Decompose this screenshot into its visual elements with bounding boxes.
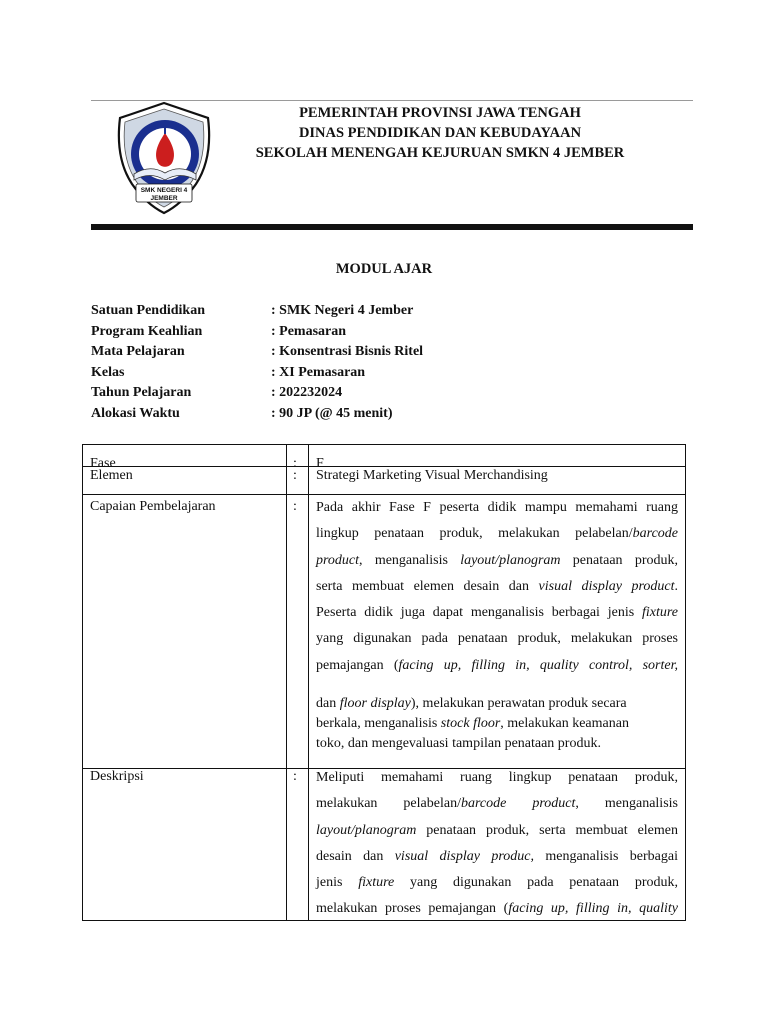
meta-value: : 202232024 xyxy=(271,385,343,401)
school-logo-icon xyxy=(112,100,216,216)
letterhead-line-3: SEKOLAH MENENGAH KEJURUAN SMKN 4 JEMBER xyxy=(255,145,625,161)
letterhead-line-1: PEMERINTAH PROVINSI JAWA TENGAH xyxy=(299,105,581,121)
italic-term: facing up, filling in, quality xyxy=(508,901,678,917)
fase-label: Fase xyxy=(90,456,116,471)
meta-label: Mata Pelajaran xyxy=(91,344,185,360)
italic-term: floor display xyxy=(339,696,411,711)
capaian-colon: : xyxy=(293,499,297,514)
italic-term: facing up, filling in, quality control, sorter, xyxy=(398,657,678,673)
fase-value: F xyxy=(316,456,324,471)
text-line: toko, dan mengevaluasi tampilan penataan produk. xyxy=(316,736,601,751)
meta-value: : XI Pemasaran xyxy=(271,364,366,380)
text-line: Pada akhir Fase F peserta didik mampu memahami ruang xyxy=(316,500,678,515)
text-line: jenis fixture yang digunakan pada penataan produk, xyxy=(316,875,678,891)
text-line: layout/planogram penataan produk, serta membuat elemen xyxy=(316,822,678,838)
meta-value: : 90 JP (@ 45 menit) xyxy=(271,405,393,421)
italic-term: visual display product xyxy=(538,578,675,594)
text-line: serta membuat elemen desain dan visual display product. xyxy=(316,578,678,594)
logo-text-line1: SMK NEGERI 4 xyxy=(140,187,188,194)
meta-label: Tahun Pelajaran xyxy=(91,385,192,401)
capaian-text xyxy=(316,495,678,679)
italic-term: fixture xyxy=(358,875,395,891)
text-line: yang digunakan pada penataan produk, melakukan proses xyxy=(316,631,678,647)
table-border-right xyxy=(685,444,686,921)
meta-value: : SMK Negeri 4 Jember xyxy=(271,303,414,318)
text-line: lingkup penataan produk, melakukan pelabelan/barcode xyxy=(316,526,678,542)
italic-term: barcode xyxy=(632,526,678,542)
letterhead-line-2: DINAS PENDIDIKAN DAN KEBUDAYAAN xyxy=(298,125,582,141)
text-line: dan floor display), melakukan perawatan produk secara xyxy=(316,696,627,711)
table-rule xyxy=(82,466,686,467)
text-line: desain dan visual display produc, menganalisis berbagai xyxy=(316,848,679,864)
text-line: melakukan proses pemajangan (facing up, filling in, quality xyxy=(316,901,678,917)
table-divider xyxy=(308,444,309,921)
letterhead-rule xyxy=(91,224,693,230)
italic-term: product xyxy=(316,552,360,568)
text-line: Peserta didik juga dapat menganalisis berbagai jenis fixture xyxy=(316,605,678,621)
elemen-label: Elemen xyxy=(90,468,133,483)
deskripsi-label: Deskripsi xyxy=(90,769,144,784)
meta-value: : Konsentrasi Bisnis Ritel xyxy=(271,344,424,360)
italic-term: visual display produc, xyxy=(394,848,534,864)
meta-label: Satuan Pendidikan xyxy=(91,303,205,318)
letterhead xyxy=(230,103,650,163)
text-line: berkala, menganalisis stock floor, melakukan keamanan xyxy=(316,716,629,731)
text-line: product, menganalisis layout/planogram penataan produk, xyxy=(316,552,678,568)
deskripsi-text xyxy=(316,765,678,921)
text-line: pemajangan (facing up, filling in, quality control, sorter, xyxy=(316,657,678,673)
capaian-text-tail xyxy=(316,694,678,754)
meta-label: Kelas xyxy=(91,364,125,380)
meta-label: Program Keahlian xyxy=(91,323,203,339)
italic-term: layout/planogram xyxy=(460,552,561,568)
logo-text-line2: JEMBER xyxy=(150,195,178,202)
meta-value: : Pemasaran xyxy=(271,323,347,339)
text-line: Meliputi memahami ruang lingkup penataan produk, xyxy=(316,770,678,785)
table-divider xyxy=(286,444,287,921)
deskripsi-colon: : xyxy=(293,769,297,784)
italic-term: layout/planogram xyxy=(316,822,417,838)
elemen-value: Strategi Marketing Visual Merchandising xyxy=(316,468,548,483)
text-line: melakukan pelabelan/barcode product, menganalisis xyxy=(316,796,678,812)
elemen-colon: : xyxy=(293,468,297,483)
italic-term: fixture xyxy=(641,605,678,621)
fase-colon: : xyxy=(293,456,297,471)
table-border-left xyxy=(82,444,83,921)
document-title: MODUL AJAR xyxy=(335,261,433,277)
table-border-top xyxy=(82,444,686,445)
module-table xyxy=(82,444,686,921)
capaian-label: Capaian Pembelajaran xyxy=(90,499,216,514)
meta-label: Alokasi Waktu xyxy=(91,405,180,421)
italic-term: stock floor xyxy=(440,716,501,731)
italic-term: barcode product xyxy=(460,796,576,812)
